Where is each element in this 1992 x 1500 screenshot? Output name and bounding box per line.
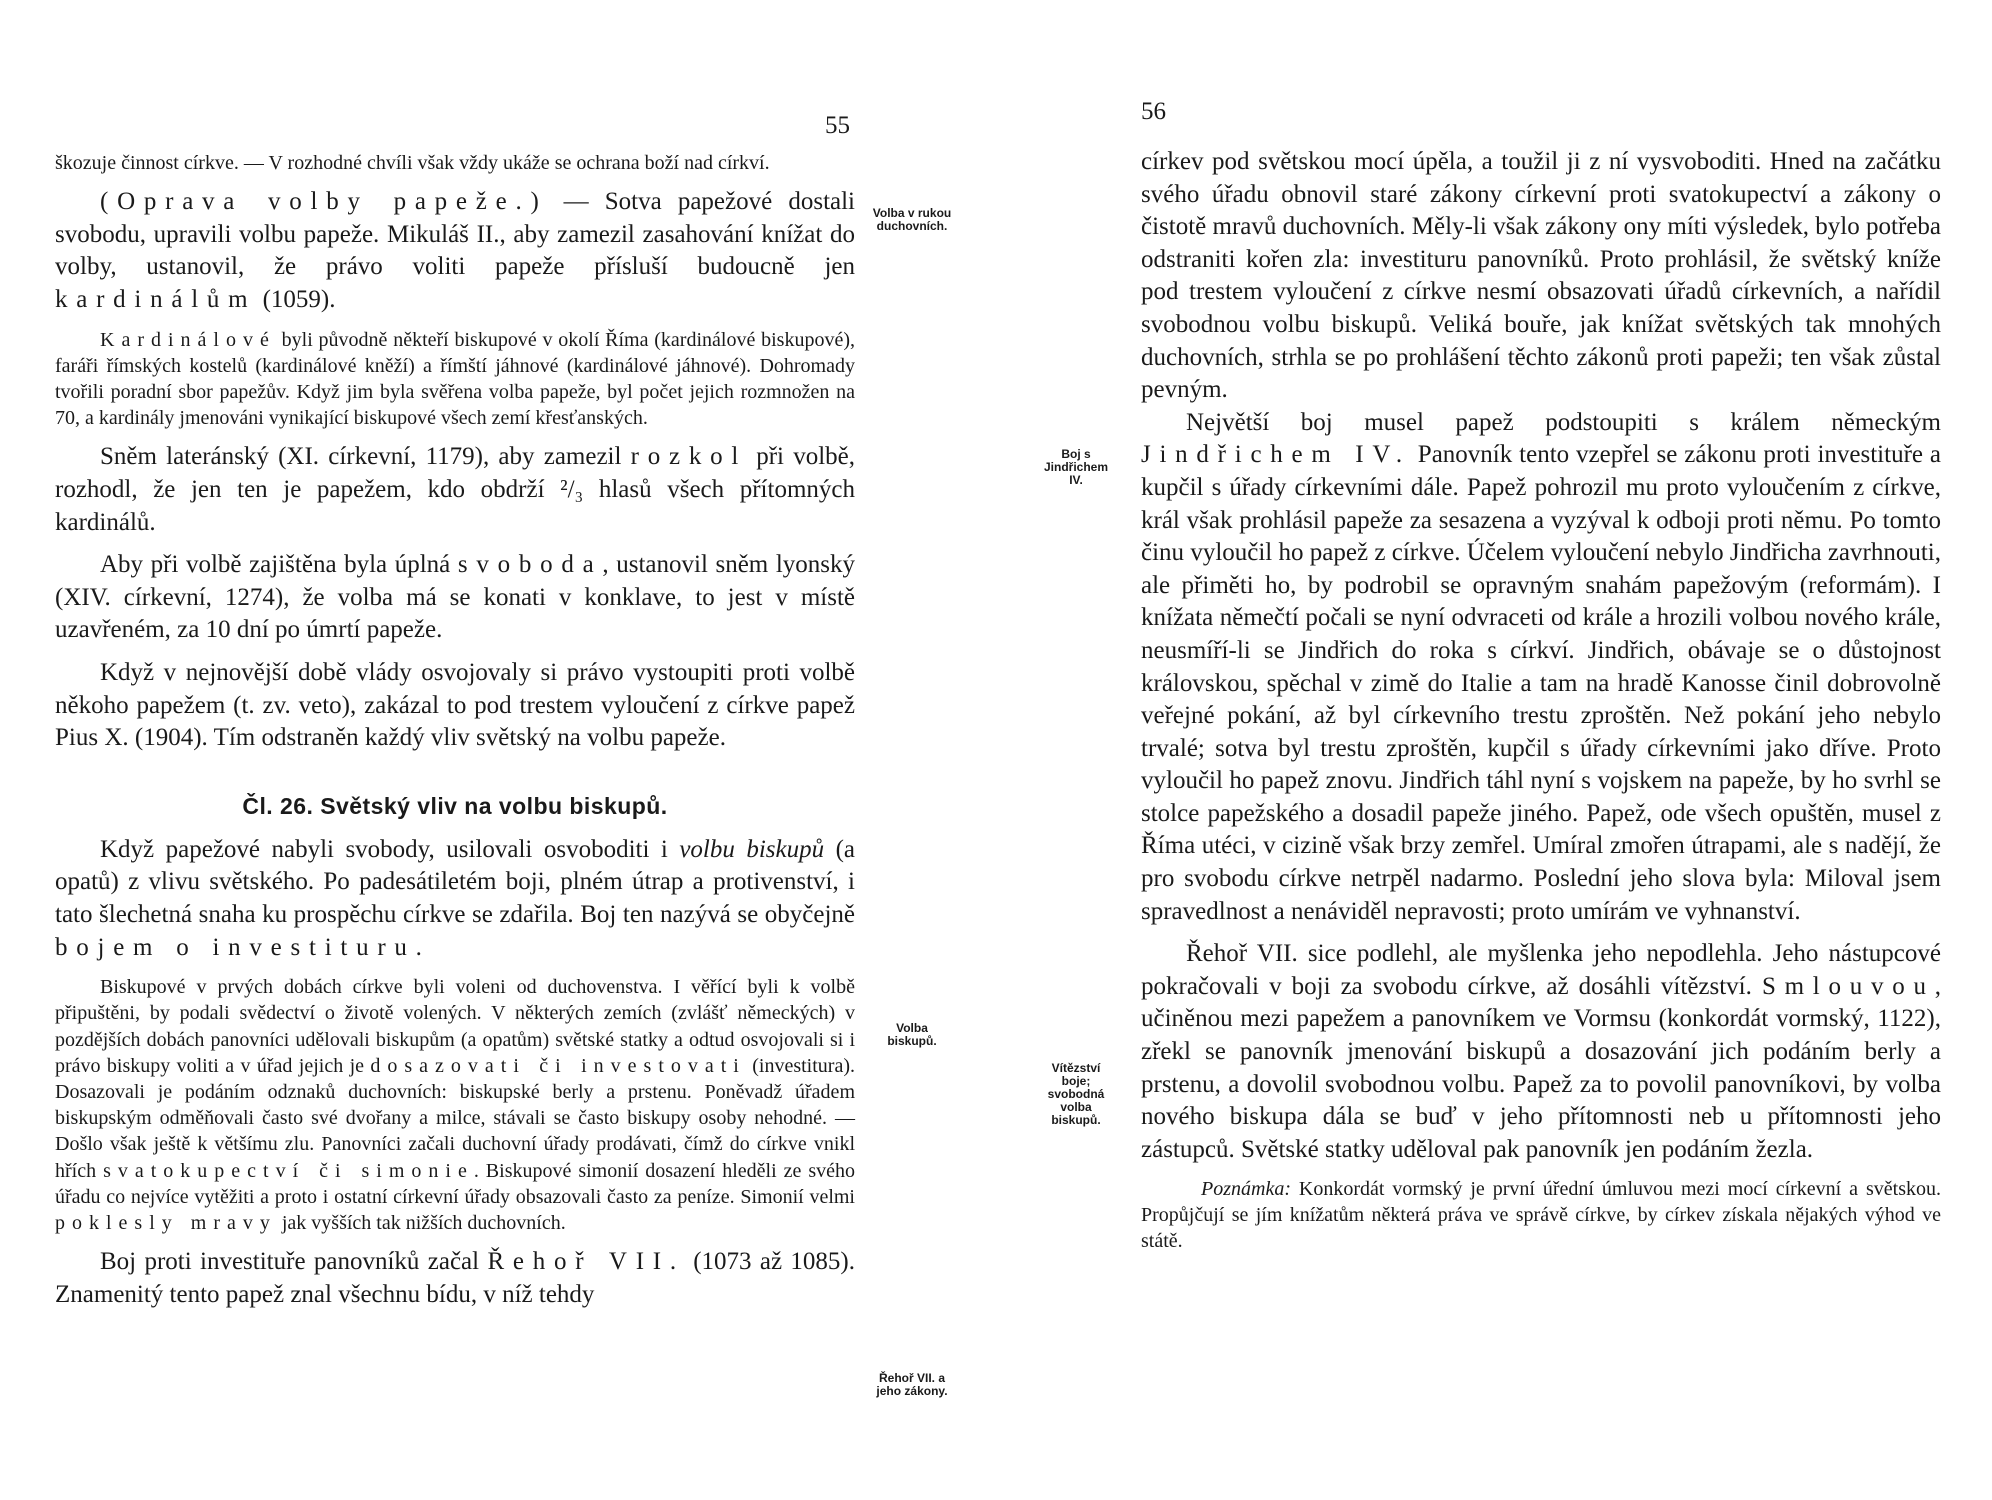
biskupove-paragraph: Biskupové v prvých dobách církve byli voleni od duchovenstva. I věřící byli k volbě připuštěni, by podali svědectví o životě volených. V některých zemích (zvlášť německých) v pozdějších dobách panovníci udělovali biskupům (a opatům) světské statky a odtud osvojovali si i právo biskupy voliti a v úřad jejich je dosazovati či investovati (investitura). Dosazovali je podáním odznaků duchovních: biskupské berly a prstenu. Poněvadž úřadem biskupským odměňovali často své dvořany a milce, stávali se často biskupy osoby nehodné. — Došlo však ještě k většímu zlu. Panovníci začali duchovní úřady prodávati, čímž do církve vnikl hřích svatokupectví či simonie. Biskupové simonií dosazení hleděli ze svého úřadu co nejvíce vytěžiti a proto i ostatní církevní úřady obsazovali často za peníze. Simonií velmi poklesly mravy jak vyšších tak nižších duchovních.	[55, 976, 856, 1234]
note-paragraph: Poznámka: Konkordát vormský je první úřední úmluvou mezi mocí církevní a světskou. Propůjčují se jím knížatům některá práva ve správě církve, by církev získala nějakých výhod ve státě.	[1141, 1178, 1941, 1253]
veto-paragraph: Když v nejnovější době vlády osvojovaly si právo vystoupiti proti volbě někoho papežem (t. zv. veto), zakázal to pod trestem vyloučení z církve papež Pius X. (1904). Tím odstraněn každý vliv světský na volbu papeže.	[55, 658, 855, 752]
jindrich-paragraph: Největší boj musel papež podstoupiti s králem německým Jindřichem IV. Panovník tento vzepřel se zákonu proti investituře a kupčil s úřady církevními dále. Papež pohrozil mu proto vyloučením z církve, král však prohlásil papeže za sesazena a vyzýval k odboji proti němu. Po tomto činu vyloučil ho papež z církve. Účelem vyloučení nebylo Jindřicha zavrhnouti, ale přiměti ho, by podrobil se opravným snahám papežovým (reformám). I knížata němečtí počali se nyní odvraceti od krále a hrozili volbou nového krále, neusmíří-li se Jindřich do roka s církví. Jindřich, obávaje se o důstojnost královskou, spěchal v zimě do Italie a tam na hradě Kanosse činil dobrovolně veřejné pokání, až byl církevního trestu zproštěn. Než pokání jeho nebylo trvalé; sotva byl trestu zproštěn, kupčil s úřady církevními jako dříve. Proto vyloučil ho papež znovu. Jindřich táhl nyní s vojskem na papeže, by ho svrhl se stolce papežského a dosadil papeže jiného. Papež, ode všech opuštěn, musel z Říma utéci, v cizině však brzy zemřel. Umíral zmořen útrapami, ale s nadějí, že pro svobodu církve netrpěl nadarmo. Poslední jeho slova byla: Miloval jsem spravedlnost a nenáviděl nepravosti; proto umírám ve vyhnanství.	[1141, 408, 1941, 925]
margin-note-volba-biskupu: Volba biskupů.	[887, 1021, 937, 1048]
section-heading: Čl. 26. Světský vliv na volbu biskupů.	[242, 792, 668, 819]
right-text-column	[1141, 146, 1941, 1254]
konkordat-paragraph: Řehoř VII. sice podlehl, ale myšlenka jeho nepodlehla. Jeho nástupcové pokračovali v boji za svobodu církve, až dosáhli vítězství. Smlouvou, učiněnou mezi papežem a panovníkem ve Vormsu (konkordát vormský, 1122), zřekl se panovník jmenování biskupů a dosazování jich podáním berly a prstenu, a dovolil svobodnou volbu. Papež za to povolil panovníkovi, by volba nového biskupa dála se buď v jeho přítomnosti neb u přítomnosti jeho zástupců. Světské statky uděloval pak panovník jen podáním žezla.	[1141, 940, 1941, 1163]
margin-note-vitezstvi: Vítězství boje; svobodná volba biskupů.	[1047, 1061, 1105, 1127]
margin-note-volba-v-rukou: Volba v rukou duchovních.	[872, 206, 952, 233]
kardinalove-paragraph: Kardinálové byli původně někteří biskupové v okolí Říma (kardinálové biskupové), faráři římských kostelů (kardinálové kněží) a římští jáhnové (kardinálové jáhnové). Dohromady tvořili poradní sbor papežův. Když jim byla svěřena volba papeže, byl počet jejich rozmnožen na 70, a kardinály jmenováni vynikající biskupové všech zemí křesťanských.	[55, 328, 855, 430]
page-number: 56	[1141, 98, 1166, 125]
snem-lyonsky-paragraph: Aby při volbě zajištěna byla úplná svoboda, ustanovil sněm lyonský (XIV. církevní, 1274), že volba má se konati v konklave, to jest v místě uzavřeném, za 10 dní po úmrtí papeže.	[55, 551, 855, 644]
volba-paragraph: (Oprava volby papeže.) — Sotva papežové dostali svobodu, upravili volbu papeže. Mikuláš II., aby zamezil zasahování knížat do volby, ustanovil, že právo voliti papeže přísluší budoucně jen kardinálům (1059).	[55, 188, 855, 313]
margin-note-rehor: Řehoř VII. a jeho zákony.	[876, 1371, 948, 1398]
right-page	[996, 0, 1992, 1500]
page-number: 55	[825, 112, 850, 139]
volba-heading: (Oprava volby papeže.)	[100, 188, 548, 216]
boj-paragraph: Boj proti investituře panovníků začal Řehoř VII. (1073 až 1085). Znamenitý tento papež znal všechnu bídu, v níž tehdy	[55, 1248, 855, 1308]
snem-lateransky-paragraph: Sněm lateránský (XI. církevní, 1179), aby zamezil rozkol při volbě, rozhodl, že jen ten je papežem, kdo obdrží ²/₃ hlasů všech přítomných kardinálů.	[55, 443, 855, 536]
left-text-column	[55, 150, 855, 1311]
margin-note-boj: Boj s Jindřichem IV.	[1043, 447, 1109, 487]
intro-paragraph: škozuje činnost církve. — V rozhodné chvíli však vždy ukáže se ochrana boží nad církví.	[55, 152, 770, 174]
investitura-paragraph: Když papežové nabyli svobody, usilovali osvoboditi i volbu biskupů (a opatů) z vlivu světského. Po padesátiletém boji, plném útrap a protivenství, i tato šlechetná snaha ku prospěchu církve se zdařila. Boj ten nazývá se obyčejně bojem o investituru.	[55, 835, 856, 961]
papez-paragraph: církev pod světskou mocí úpěla, a toužil ji z ní vysvoboditi. Hned na začátku svého úřadu obnovil staré zákony církevní proti svatokupectví a zákony o čistotě mravů duchovních. Měly-li však zákony ony míti výsledek, bylo potřeba odstraniti kořen zla: investituru panovníků. Proto prohlásil, že světský kníže pod trestem vyloučení z církve nesmí obsazovati úřadů církevních, a nařídil svobodnou volbu biskupů. Veliká bouře, jak knížat světských tak mnohých duchovních, strhla se po prohlášení těchto zákonů proti papeži; ten však zůstal pevným.	[1141, 148, 1941, 404]
note-label: Poznámka:	[1201, 1178, 1291, 1201]
